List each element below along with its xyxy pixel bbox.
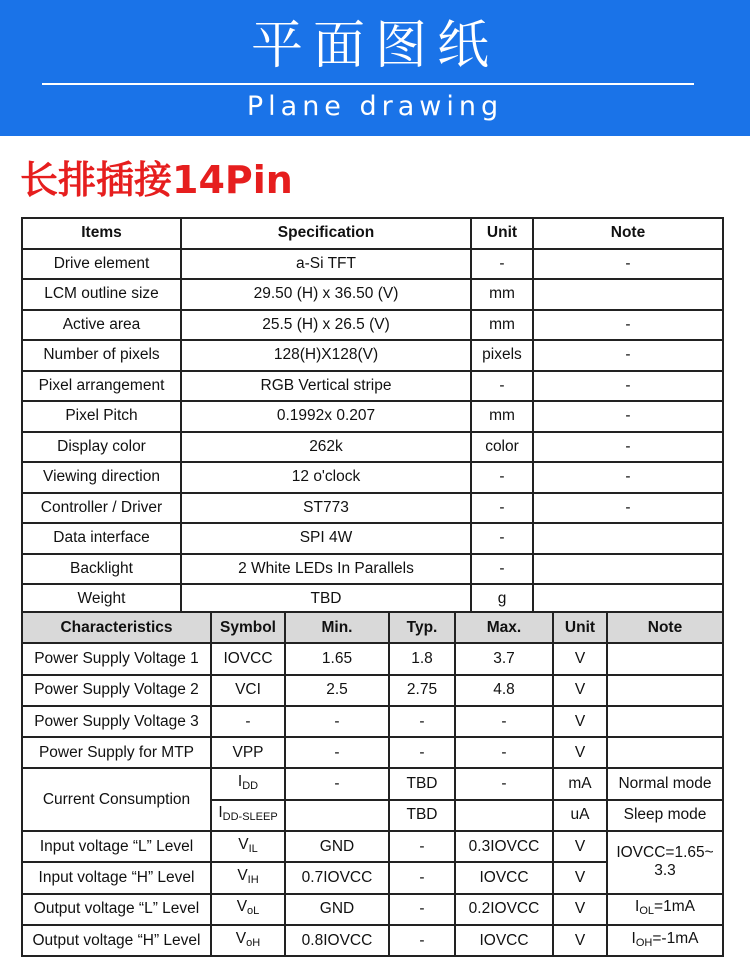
- input-note-cell: IOVCC=1.65~ 3.3: [607, 831, 723, 894]
- table-row: [22, 894, 723, 925]
- unit-cell: V: [553, 737, 607, 768]
- specification-cell: TBD: [181, 584, 471, 615]
- spec-header-cell: Unit: [471, 218, 533, 249]
- note-cell: [533, 523, 723, 554]
- symbol-cell: $V_{IH}$: [211, 862, 285, 893]
- item-cell: Controller / Driver: [22, 493, 181, 524]
- char-header-cell: Typ.: [389, 612, 455, 643]
- min-cell: 0.8IOVCC: [285, 925, 389, 956]
- char-name-cell: Power Supply Voltage 1: [22, 643, 211, 674]
- item-cell: Pixel arrangement: [22, 371, 181, 402]
- item-cell: Data interface: [22, 523, 181, 554]
- note-cell: $I_{OH}=-1mA$: [607, 925, 723, 956]
- note-cell: -: [533, 340, 723, 371]
- note-cell: [607, 706, 723, 737]
- note-cell: -: [533, 432, 723, 463]
- table-row: [22, 279, 723, 310]
- note-cell: -: [533, 493, 723, 524]
- max-cell: 4.8: [455, 675, 553, 706]
- table-row: [22, 432, 723, 463]
- specification-cell: 12 o'clock: [181, 462, 471, 493]
- unit-cell: -: [471, 462, 533, 493]
- item-cell: Backlight: [22, 554, 181, 585]
- note-cell: [533, 584, 723, 615]
- max-cell: IOVCC: [455, 925, 553, 956]
- min-cell: -: [285, 737, 389, 768]
- min-cell: GND: [285, 831, 389, 862]
- specification-cell: RGB Vertical stripe: [181, 371, 471, 402]
- note-cell: -: [533, 462, 723, 493]
- unit-cell: mA: [553, 768, 607, 799]
- table-row: [22, 554, 723, 585]
- note-cell: -: [533, 371, 723, 402]
- note-cell: -: [533, 401, 723, 432]
- spec-header-row: [22, 218, 723, 249]
- char-name-cell: Current Consumption: [22, 768, 211, 831]
- min-cell: 0.7IOVCC: [285, 862, 389, 893]
- unit-cell: g: [471, 584, 533, 615]
- unit-cell: V: [553, 675, 607, 706]
- table-row: [22, 643, 723, 674]
- header-banner: [0, 0, 750, 136]
- table-row: [22, 401, 723, 432]
- max-cell: -: [455, 706, 553, 737]
- char-header-cell: Symbol: [211, 612, 285, 643]
- unit-cell: pixels: [471, 340, 533, 371]
- item-cell: Drive element: [22, 249, 181, 280]
- note-cell: [533, 554, 723, 585]
- char-header-cell: Note: [607, 612, 723, 643]
- specification-cell: 128(H)X128(V): [181, 340, 471, 371]
- symbol-cell: $I_{DD-SLEEP}$: [211, 800, 285, 831]
- symbol-cell: $I_{DD}$: [211, 768, 285, 799]
- typ-cell: TBD: [389, 800, 455, 831]
- table-row: [22, 249, 723, 280]
- unit-cell: V: [553, 831, 607, 862]
- table-row: [22, 340, 723, 371]
- unit-cell: color: [471, 432, 533, 463]
- specification-cell: 2 White LEDs In Parallels: [181, 554, 471, 585]
- symbol-cell: $V_{IL}$: [211, 831, 285, 862]
- char-header-cell: Unit: [553, 612, 607, 643]
- char-header-cell: Min.: [285, 612, 389, 643]
- min-cell: -: [285, 768, 389, 799]
- characteristics-table-body: [22, 612, 723, 956]
- unit-cell: -: [471, 249, 533, 280]
- item-cell: Pixel Pitch: [22, 401, 181, 432]
- max-cell: IOVCC: [455, 862, 553, 893]
- char-name-cell: Input voltage “L” Level: [22, 831, 211, 862]
- banner-divider: [42, 83, 694, 85]
- min-cell: [285, 800, 389, 831]
- symbol-cell: $V_{oL}$: [211, 894, 285, 925]
- table-row: [22, 737, 723, 768]
- specification-cell: 262k: [181, 432, 471, 463]
- char-name-cell: Power Supply for MTP: [22, 737, 211, 768]
- specification-cell: SPI 4W: [181, 523, 471, 554]
- char-header-cell: Characteristics: [22, 612, 211, 643]
- min-cell: GND: [285, 894, 389, 925]
- max-cell: -: [455, 768, 553, 799]
- note-cell: [533, 279, 723, 310]
- max-cell: -: [455, 737, 553, 768]
- min-cell: -: [285, 706, 389, 737]
- table-row: [22, 371, 723, 402]
- table-row: [22, 493, 723, 524]
- typ-cell: -: [389, 831, 455, 862]
- char-name-cell: Power Supply Voltage 2: [22, 675, 211, 706]
- char-name-cell: Power Supply Voltage 3: [22, 706, 211, 737]
- specification-cell: a-Si TFT: [181, 249, 471, 280]
- typ-cell: -: [389, 894, 455, 925]
- char-name-cell: Input voltage “H” Level: [22, 862, 211, 893]
- typ-cell: 2.75: [389, 675, 455, 706]
- table-row: [22, 310, 723, 341]
- symbol-cell: -: [211, 706, 285, 737]
- symbol-cell: $V_{oH}$: [211, 925, 285, 956]
- char-header-row: [22, 612, 723, 643]
- section-heading: 长排插接14Pin: [20, 158, 293, 202]
- banner-title: 平面图纸: [250, 16, 499, 76]
- max-cell: 0.2IOVCC: [455, 894, 553, 925]
- unit-cell: V: [553, 706, 607, 737]
- table-row: [22, 523, 723, 554]
- item-cell: Viewing direction: [22, 462, 181, 493]
- specification-cell: 29.50 (H) x 36.50 (V): [181, 279, 471, 310]
- note-cell: -: [533, 249, 723, 280]
- typ-cell: 1.8: [389, 643, 455, 674]
- table-row: [22, 584, 723, 615]
- note-cell: [607, 643, 723, 674]
- item-cell: Number of pixels: [22, 340, 181, 371]
- item-cell: Weight: [22, 584, 181, 615]
- note-cell: $I_{OL}=1mA$: [607, 894, 723, 925]
- spec-header-cell: Items: [22, 218, 181, 249]
- max-cell: 0.3IOVCC: [455, 831, 553, 862]
- specification-cell: ST773: [181, 493, 471, 524]
- char-name-cell: Output voltage “L” Level: [22, 894, 211, 925]
- symbol-cell: VCI: [211, 675, 285, 706]
- table-row: [22, 925, 723, 956]
- char-name-cell: Output voltage “H” Level: [22, 925, 211, 956]
- unit-cell: V: [553, 894, 607, 925]
- note-cell: Normal mode: [607, 768, 723, 799]
- banner-subtitle: Plane drawing: [246, 91, 504, 122]
- typ-cell: -: [389, 706, 455, 737]
- unit-cell: V: [553, 862, 607, 893]
- symbol-cell: VPP: [211, 737, 285, 768]
- symbol-cell: IOVCC: [211, 643, 285, 674]
- typ-cell: -: [389, 925, 455, 956]
- spec-header-cell: Note: [533, 218, 723, 249]
- table-row: [22, 831, 723, 862]
- typ-cell: -: [389, 862, 455, 893]
- unit-cell: -: [471, 523, 533, 554]
- item-cell: Display color: [22, 432, 181, 463]
- specification-cell: 25.5 (H) x 26.5 (V): [181, 310, 471, 341]
- table-row: [22, 706, 723, 737]
- table-row: [22, 768, 723, 799]
- typ-cell: TBD: [389, 768, 455, 799]
- unit-cell: mm: [471, 279, 533, 310]
- char-header-cell: Max.: [455, 612, 553, 643]
- unit-cell: -: [471, 371, 533, 402]
- unit-cell: mm: [471, 401, 533, 432]
- spec-table-body: [22, 218, 723, 615]
- max-cell: [455, 800, 553, 831]
- item-cell: LCM outline size: [22, 279, 181, 310]
- unit-cell: V: [553, 925, 607, 956]
- min-cell: 2.5: [285, 675, 389, 706]
- unit-cell: mm: [471, 310, 533, 341]
- note-cell: -: [533, 310, 723, 341]
- specification-cell: 0.1992x 0.207: [181, 401, 471, 432]
- spec-table: [21, 217, 724, 616]
- item-cell: Active area: [22, 310, 181, 341]
- characteristics-table: [21, 611, 724, 957]
- unit-cell: -: [471, 554, 533, 585]
- unit-cell: V: [553, 643, 607, 674]
- table-row: [22, 675, 723, 706]
- spec-header-cell: Specification: [181, 218, 471, 249]
- table-row: [22, 462, 723, 493]
- unit-cell: -: [471, 493, 533, 524]
- min-cell: 1.65: [285, 643, 389, 674]
- note-cell: Sleep mode: [607, 800, 723, 831]
- typ-cell: -: [389, 737, 455, 768]
- note-cell: [607, 737, 723, 768]
- unit-cell: uA: [553, 800, 607, 831]
- max-cell: 3.7: [455, 643, 553, 674]
- note-cell: [607, 675, 723, 706]
